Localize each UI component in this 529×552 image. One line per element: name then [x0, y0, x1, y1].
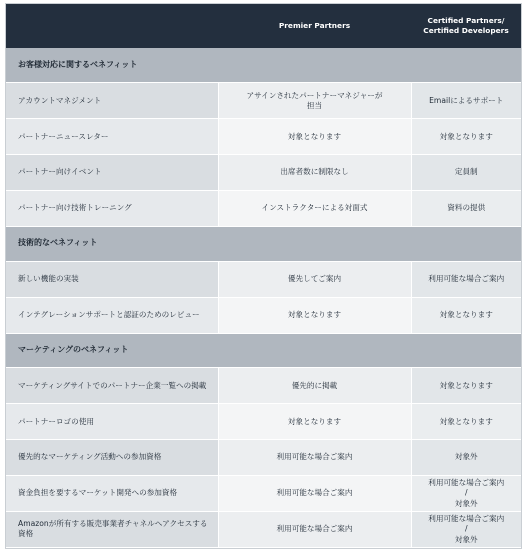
premier-value — [218, 119, 411, 155]
section-header-row — [6, 333, 521, 368]
value-line: インストラクターによる対面式 — [261, 203, 368, 213]
value-line: 対象外 — [454, 498, 478, 508]
section-title: お客様対応に関するベネフィット — [6, 48, 521, 83]
value-line: 利用可能な場合ご案内 — [276, 488, 353, 498]
table-row — [6, 368, 521, 404]
benefit-label: 新しい機能の実装 — [6, 261, 218, 297]
value-line: / — [464, 488, 468, 498]
value-line: 対象となります — [287, 309, 342, 319]
value-line: 対象となります — [439, 380, 493, 390]
premier-value — [218, 191, 411, 227]
table-row — [6, 404, 521, 440]
certified-value — [411, 191, 521, 227]
section-header-row — [6, 226, 521, 261]
certified-value — [411, 155, 521, 191]
value-line: 資料の提供 — [447, 203, 486, 213]
value-line: 対象となります — [439, 131, 493, 141]
table-row — [6, 511, 521, 547]
value-line: 対象外 — [454, 534, 478, 544]
table-row — [6, 119, 521, 155]
premier-value — [218, 297, 411, 333]
value-line: 定員制 — [454, 167, 478, 177]
certified-value — [411, 440, 521, 476]
benefit-label: マーケティングサイトでのパートナー企業一覧への掲載 — [6, 368, 218, 404]
value-line: 対象となります — [287, 416, 342, 426]
table-row — [6, 476, 521, 512]
certified-value — [411, 511, 521, 547]
value-line: 利用可能な場合ご案内 — [428, 478, 505, 488]
certified-value — [411, 83, 521, 119]
premier-value — [218, 368, 411, 404]
header-premier-partners: Premier Partners — [278, 21, 351, 30]
premier-value — [218, 476, 411, 512]
benefit-label: 資金負担を要するマーケット開発への参加資格 — [6, 476, 218, 512]
value-line: 対象となります — [439, 309, 493, 319]
table-row — [6, 261, 521, 297]
benefit-label: パートナー向けイベント — [6, 155, 218, 191]
benefit-label: パートナーニュースレター — [6, 119, 218, 155]
premier-value — [218, 404, 411, 440]
header-certified-line1: Certified Partners/ — [427, 16, 505, 26]
certified-value — [411, 368, 521, 404]
table-row — [6, 83, 521, 119]
table-row — [6, 297, 521, 333]
premier-value — [218, 83, 411, 119]
header-certified-line2: Certified Developers — [423, 26, 509, 35]
premier-value — [218, 440, 411, 476]
benefit-label: パートナー向け技術トレーニング — [6, 191, 218, 227]
value-line: 対象外 — [454, 452, 478, 462]
header-certified-partners — [411, 4, 521, 48]
certified-value — [411, 476, 521, 512]
benefit-label: パートナーロゴの使用 — [6, 404, 218, 440]
section-title: マーケティングのベネフィット — [6, 333, 521, 368]
header-blank-cell — [6, 4, 218, 48]
certified-value — [411, 261, 521, 297]
certified-value — [411, 404, 521, 440]
benefits-table-container — [5, 3, 522, 549]
table-row — [6, 191, 521, 227]
value-line: Emailによるサポート — [429, 95, 504, 105]
certified-value — [411, 119, 521, 155]
benefit-label: アカウントマネジメント — [6, 83, 218, 119]
section-header-row — [6, 48, 521, 83]
value-line: 優先的に掲載 — [291, 380, 338, 390]
value-line: アサインされたパートナーマネジャーが — [246, 90, 383, 100]
value-line: / — [464, 524, 468, 534]
premier-value — [218, 155, 411, 191]
premier-value — [218, 511, 411, 547]
value-line: 優先してご案内 — [287, 274, 342, 284]
benefit-label: インテグレーションサポートと認証のためのレビュー — [6, 297, 218, 333]
value-line: 対象となります — [439, 416, 493, 426]
value-line: 利用可能な場合ご案内 — [428, 514, 505, 524]
value-line: 利用可能な場合ご案内 — [428, 274, 505, 284]
value-line: 出席者数に制限なし — [280, 167, 349, 177]
table-header — [6, 4, 521, 48]
benefit-label: Amazonが所有する販売事業者チャネルへアクセスする資格 — [6, 511, 218, 547]
table-row — [6, 155, 521, 191]
certified-value — [411, 297, 521, 333]
table-row — [6, 440, 521, 476]
benefit-label: 優先的なマーケティング活動への参加資格 — [6, 440, 218, 476]
value-line: 利用可能な場合ご案内 — [276, 452, 353, 462]
table-body — [6, 48, 521, 548]
value-line: 利用可能な場合ご案内 — [276, 524, 353, 534]
value-line: 担当 — [306, 100, 323, 110]
benefits-table — [6, 4, 521, 548]
section-title: 技術的なベネフィット — [6, 226, 521, 261]
premier-value — [218, 261, 411, 297]
value-line: 対象となります — [287, 131, 342, 141]
